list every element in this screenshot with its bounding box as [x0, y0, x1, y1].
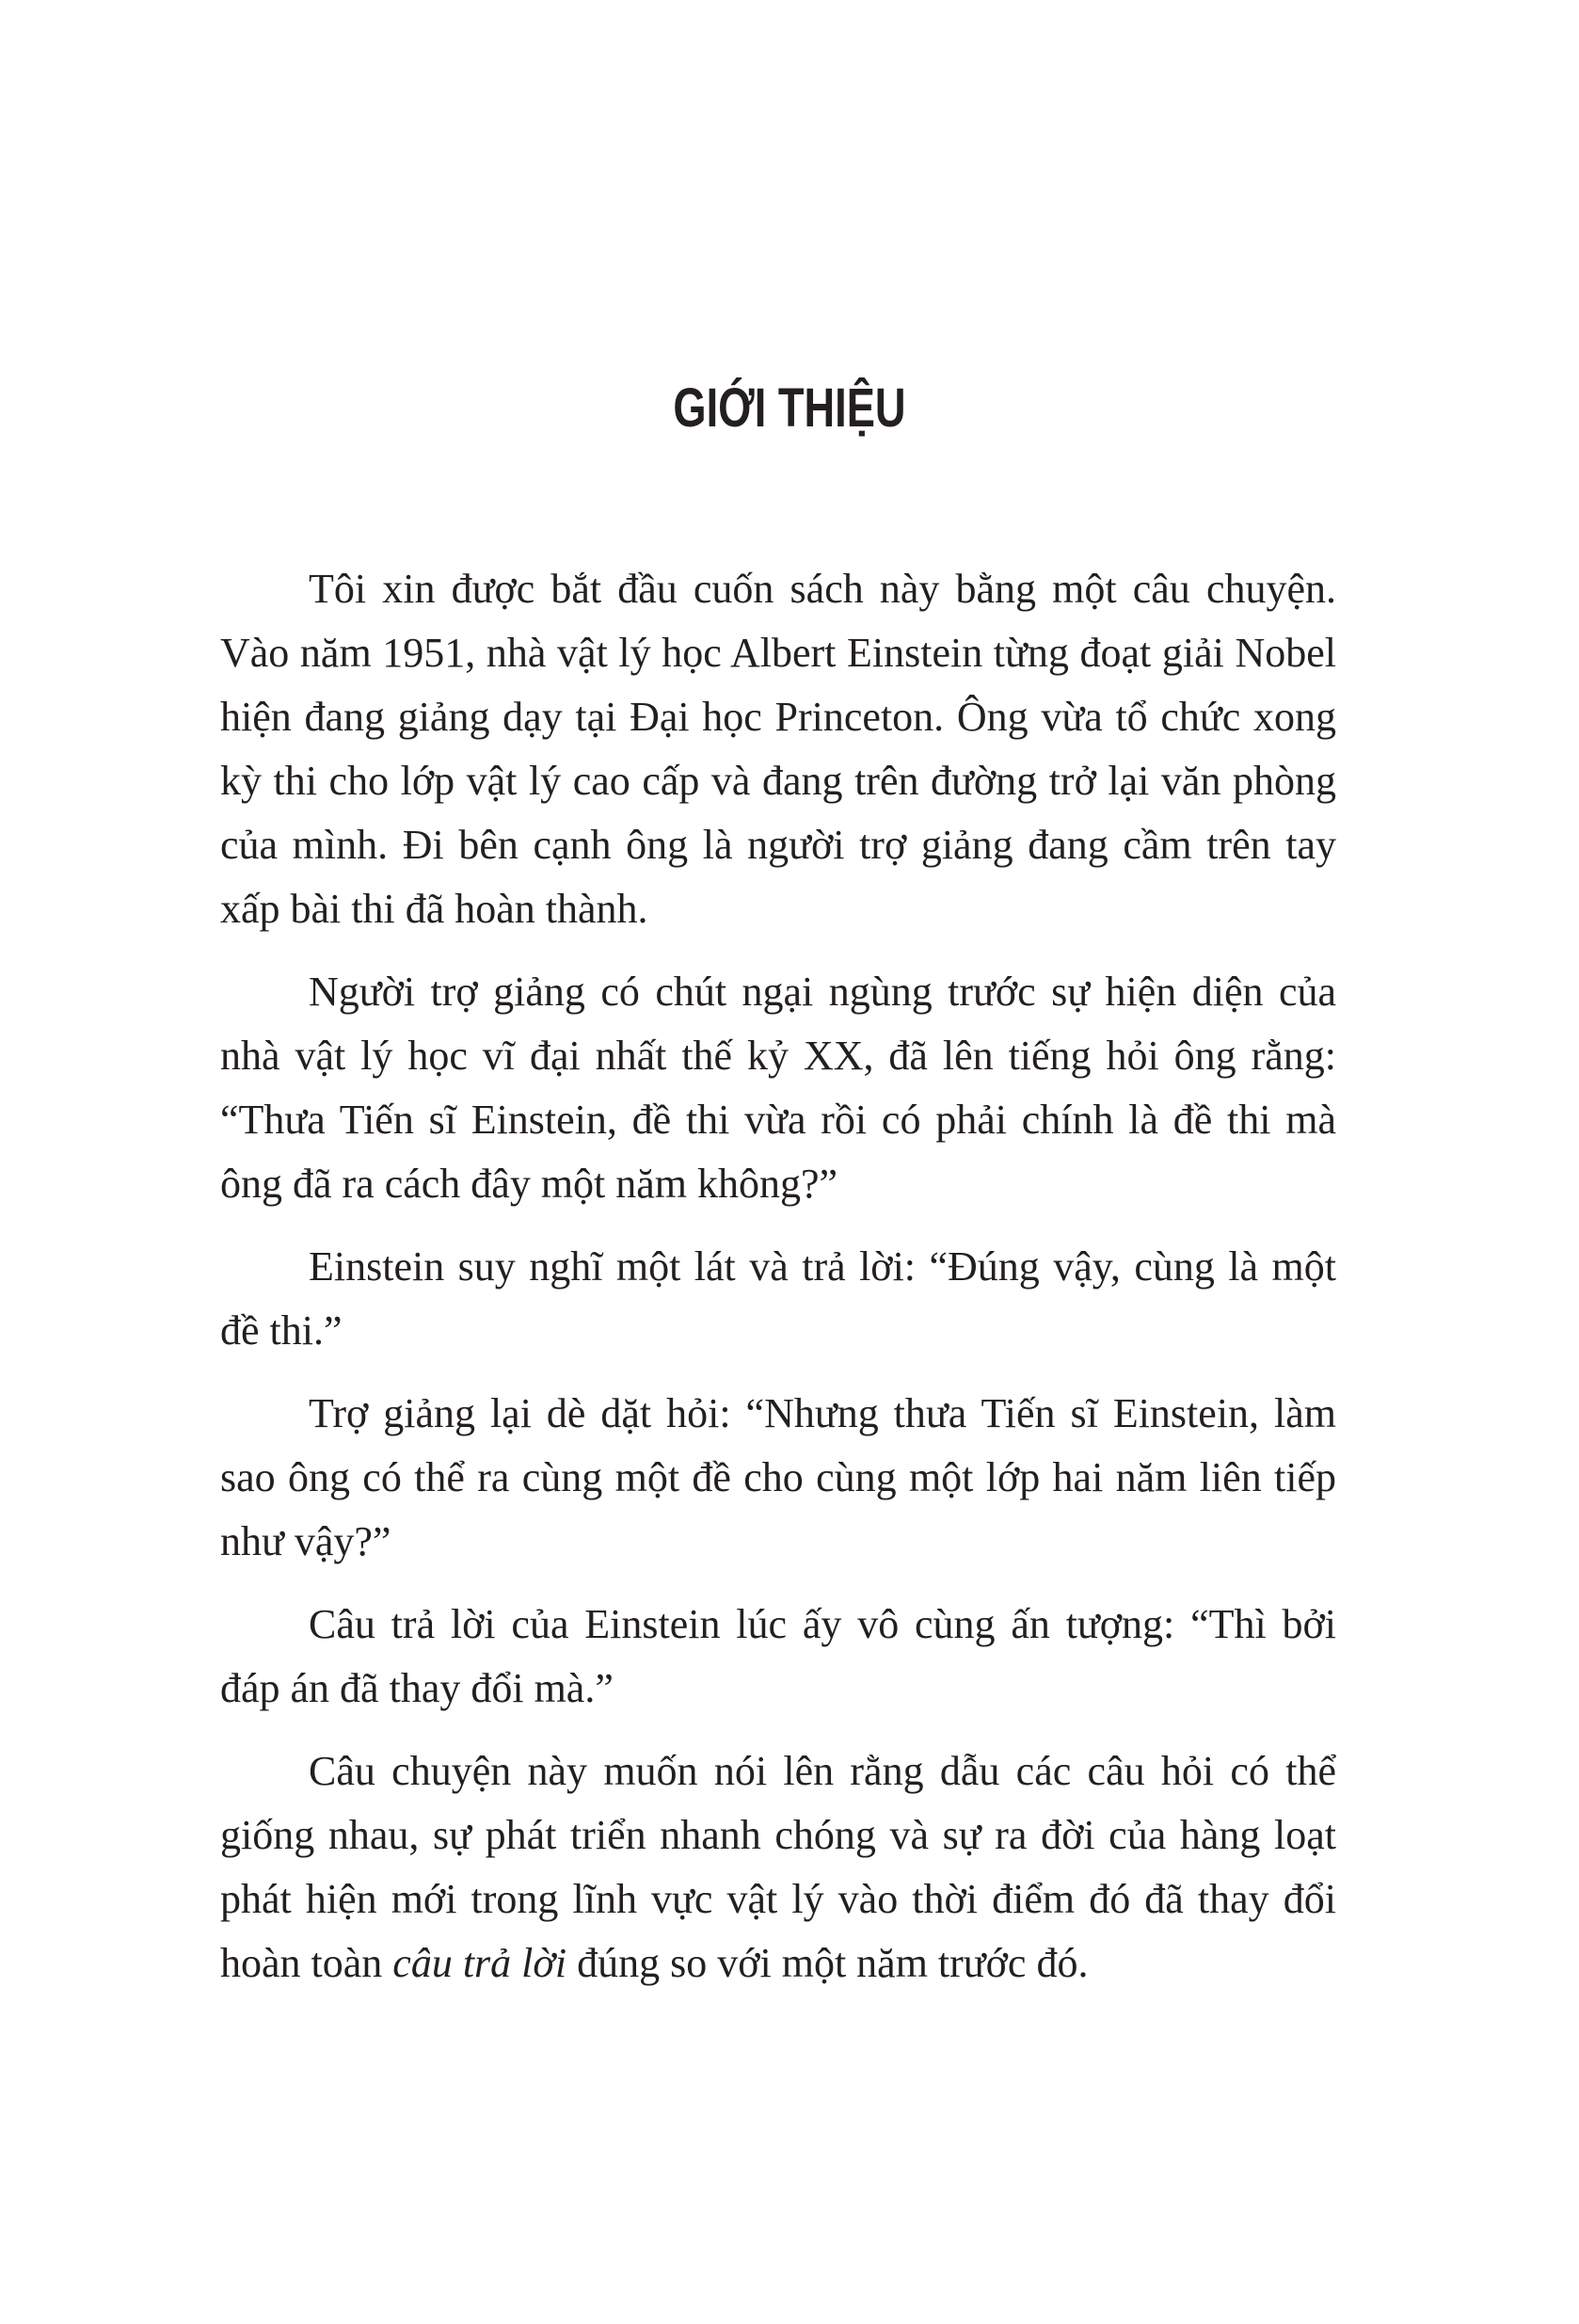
moral-emphasis: câu trả lời: [392, 1940, 567, 1986]
paragraph-opening-story: Tôi xin được bắt đầu cuốn sách này bằng một câu chuyện. Vào năm 1951, nhà vật lý học Albert Einstein từng đoạt giải Nobel hiện đang giảng dạy tại Đại học Princeton. Ông vừa tổ chức xong kỳ thi cho lớp vật lý cao cấp và đang trên đường trở lại văn phòng của mình. Đi bên cạnh ông là người trợ giảng đang cầm trên tay xấp bài thi đã hoàn thành.: [220, 566, 1336, 932]
paragraph-assistant-followup: Trợ giảng lại dè dặt hỏi: “Nhưng thưa Tiến sĩ Einstein, làm sao ông có thể ra cùng một đề cho cùng một lớp hai năm liên tiếp như vậy?”: [220, 1390, 1336, 1564]
paragraph-einstein-answer: Câu trả lời của Einstein lúc ấy vô cùng ấn tượng: “Thì bởi đáp án đã thay đổi mà.”: [220, 1601, 1336, 1711]
moral-text-before: Câu chuyện này muốn nói lên rằng dẫu các câu hỏi có thể giống nhau, sự phát triển nhanh chóng và sự ra đời của hàng loạt phát hiện mới trong lĩnh vực vật lý vào thời điểm đó đã thay đổi hoàn toàn: [220, 1748, 1336, 1986]
chapter-body: [220, 557, 1336, 2014]
paragraph-assistant-question: Người trợ giảng có chút ngại ngùng trước sự hiện diện của nhà vật lý học vĩ đại nhất thế kỷ XX, đã lên tiếng hỏi ông rằng: “Thưa Tiến sĩ Einstein, đề thi vừa rồi có phải chính là đề thi mà ông đã ra cách đây một năm không?”: [220, 969, 1336, 1207]
chapter-title: GIỚI THIỆU: [673, 377, 906, 439]
paragraph-moral: [220, 1739, 1336, 1995]
paragraph-einstein-reply: Einstein suy nghĩ một lát và trả lời: “Đúng vậy, cùng là một đề thi.”: [220, 1243, 1336, 1354]
moral-text-after: đúng so với một năm trước đó.: [566, 1940, 1089, 1986]
